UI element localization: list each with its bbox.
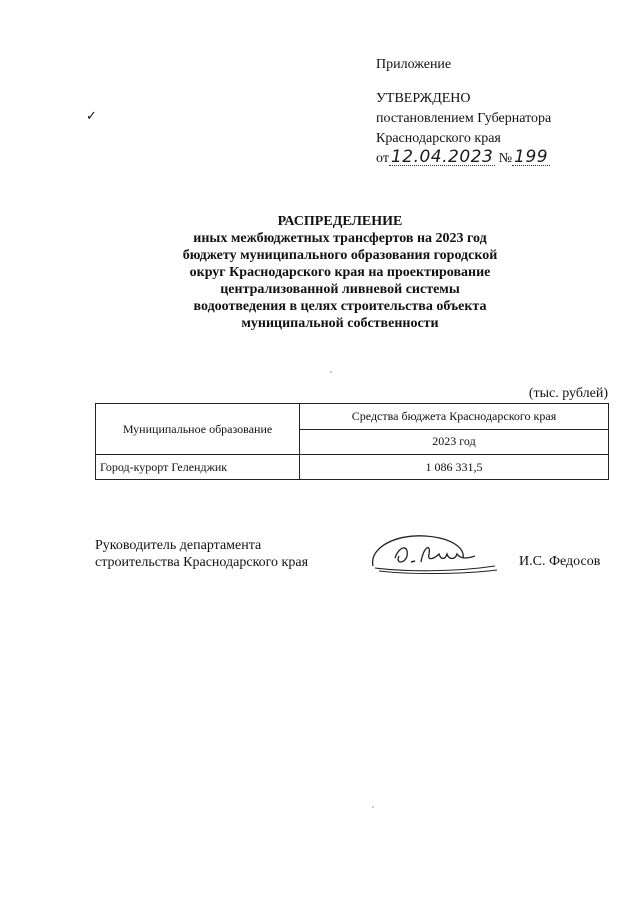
position-line: Руководитель департамента	[95, 538, 262, 553]
appendix-label: Приложение	[376, 57, 452, 72]
municipality-cell: Город-курорт Геленджик	[96, 455, 300, 480]
title-line: водоотведения в целях строительства объекта	[193, 299, 487, 314]
table-row	[96, 455, 609, 480]
approval-number: 199	[514, 147, 549, 167]
title-line: бюджету муниципального образования городской	[182, 248, 498, 263]
title-line: муниципальной собственности	[241, 316, 439, 331]
unit-label: (тыс. рублей)	[528, 386, 608, 401]
distribution-table	[95, 403, 609, 480]
header-year: 2023 год	[300, 429, 609, 455]
number-prefix: №	[498, 151, 513, 166]
margin-mark: ✓	[86, 108, 97, 123]
title-line: иных межбюджетных трансфертов на 2023 год	[193, 231, 487, 246]
date-prefix: от	[376, 151, 389, 166]
scan-speck	[330, 371, 332, 373]
title-heading: РАСПРЕДЕЛЕНИЕ	[277, 214, 403, 229]
approval-date-line	[376, 149, 551, 169]
approval-stamp	[376, 55, 551, 169]
amount-cell: 1 086 331,5	[300, 455, 609, 480]
handwritten-signature	[365, 528, 505, 578]
scan-speck	[372, 806, 374, 808]
approved-label: УТВЕРЖДЕНО	[376, 91, 471, 106]
header-regional-budget: Средства бюджета Краснодарского края	[300, 404, 609, 430]
signatory-name: И.С. Федосов	[519, 554, 601, 569]
header-municipality: Муниципальное образование	[96, 404, 300, 455]
table-header-row	[96, 404, 609, 430]
approval-date: 12.04.2023	[390, 147, 494, 167]
approved-region-line: Краснодарского края	[376, 131, 501, 146]
approved-by-line: постановлением Губернатора	[376, 111, 552, 126]
document-title	[140, 213, 540, 332]
title-line: централизованной ливневой системы	[220, 282, 460, 297]
position-line: строительства Краснодарского края	[95, 555, 309, 570]
title-line: округ Краснодарского края на проектирование	[189, 265, 491, 280]
signatory-position	[95, 537, 308, 571]
